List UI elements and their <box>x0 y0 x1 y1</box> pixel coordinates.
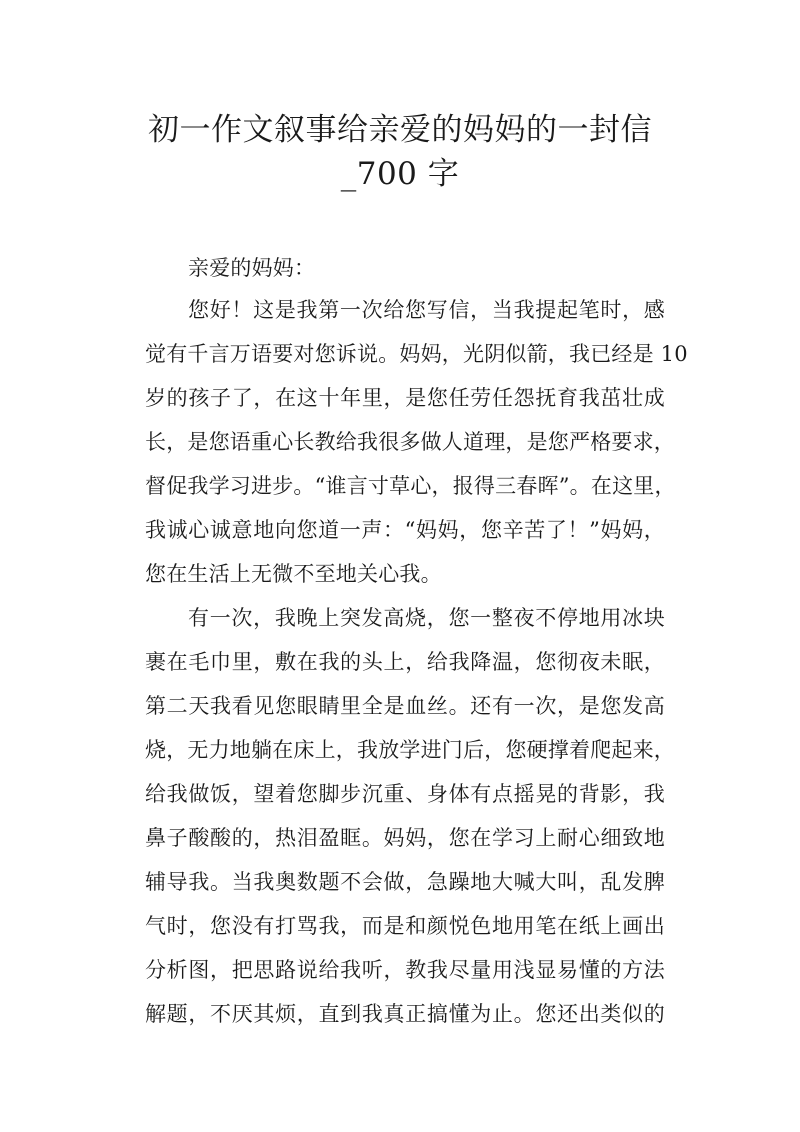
paragraph-2-line-10: 解题，不厌其烦，直到我真正搞懂为止。您还出类似的 <box>145 1002 665 1026</box>
paragraph-1-line-4: 长，是您语重心长教给我很多做人道理，是您严格要求， <box>145 430 675 454</box>
paragraph-1-line-7: 您在生活上无微不至地关心我。 <box>145 562 442 586</box>
paragraph-2-line-3: 第二天我看见您眼睛里全是血丝。还有一次，是您发高 <box>145 694 665 718</box>
paragraph-1-line-2: 觉有千言万语要对您诉说。妈妈，光阴似箭，我已经是 10 <box>145 342 688 366</box>
paragraph-2-line-2: 裹在毛巾里，敷在我的头上，给我降温，您彻夜未眠， <box>145 650 665 674</box>
paragraph-2-line-5: 给我做饭，望着您脚步沉重、身体有点摇晃的背影，我 <box>145 782 665 806</box>
paragraph-2-line-4: 烧，无力地躺在床上，我放学进门后，您硬撑着爬起来， <box>145 738 675 762</box>
salutation-line: 亲爱的妈妈： <box>188 256 316 280</box>
document-title-line-2: _700 字 <box>340 156 460 192</box>
paragraph-1-line-5: 督促我学习进步。“谁言寸草心，报得三春晖”。在这里， <box>145 474 676 498</box>
paragraph-2-line-8: 气时，您没有打骂我，而是和颜悦色地用笔在纸上画出 <box>145 914 665 938</box>
paragraph-2-line-7: 辅导我。当我奥数题不会做，急躁地大喊大叫，乱发脾 <box>145 870 665 894</box>
paragraph-2-line-6: 鼻子酸酸的，热泪盈眶。妈妈，您在学习上耐心细致地 <box>145 826 665 850</box>
paragraph-1-line-3: 岁的孩子了，在这十年里，是您任劳任怨抚育我茁壮成 <box>145 386 665 410</box>
paragraph-1-line-1: 您好！这是我第一次给您写信，当我提起笔时，感 <box>188 298 665 322</box>
paragraph-2-line-1: 有一次，我晚上突发高烧，您一整夜不停地用冰块 <box>188 606 665 630</box>
paragraph-2-line-9: 分析图，把思路说给我听，教我尽量用浅显易懂的方法 <box>145 958 665 982</box>
document-title-line-1: 初一作文叙事给亲爱的妈妈的一封信 <box>148 112 652 148</box>
paragraph-1-line-6: 我诚心诚意地向您道一声：“妈妈，您辛苦了！”妈妈， <box>145 518 665 542</box>
